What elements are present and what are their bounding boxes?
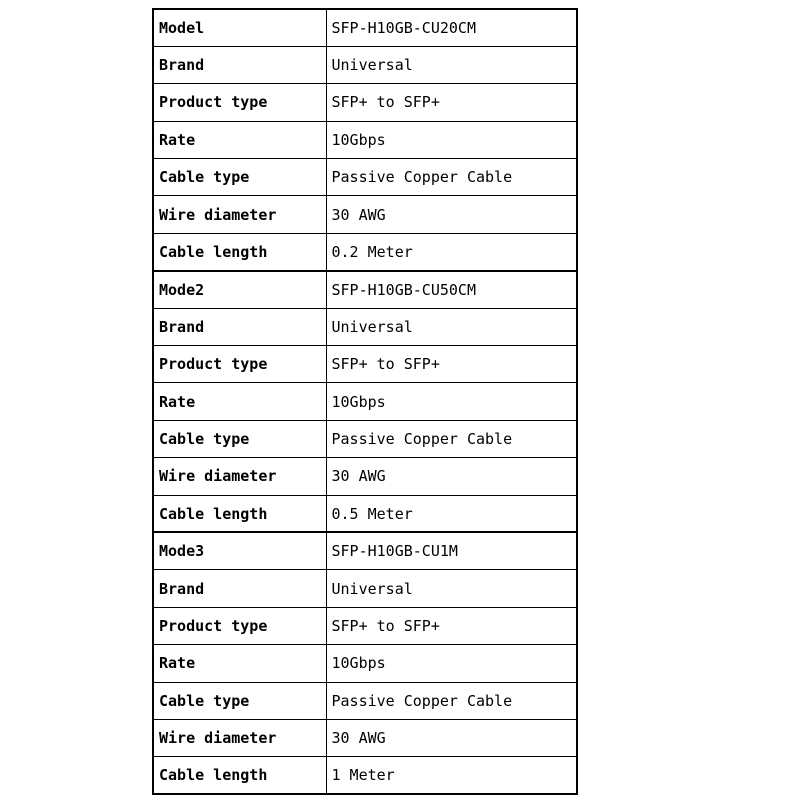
table-row (153, 233, 577, 270)
spec-label: Product type (153, 346, 326, 383)
spec-value: SFP-H10GB-CU50CM (326, 271, 577, 308)
spec-label: Rate (153, 645, 326, 682)
table-row (153, 159, 577, 196)
table-row (153, 682, 577, 719)
spec-value: 1 Meter (326, 757, 577, 794)
spec-label: Product type (153, 607, 326, 644)
table-row (153, 607, 577, 644)
spec-label: Rate (153, 121, 326, 158)
table-row (153, 346, 577, 383)
spec-label: Wire diameter (153, 719, 326, 756)
table-row (153, 757, 577, 794)
spec-value: 30 AWG (326, 196, 577, 233)
table-row (153, 532, 577, 569)
spec-value: SFP-H10GB-CU1M (326, 532, 577, 569)
spec-label: Cable length (153, 757, 326, 794)
spec-label: Mode3 (153, 532, 326, 569)
spec-label: Mode2 (153, 271, 326, 308)
spec-label: Brand (153, 308, 326, 345)
spec-label: Brand (153, 570, 326, 607)
spec-value: 30 AWG (326, 458, 577, 495)
spec-value: SFP+ to SFP+ (326, 607, 577, 644)
spec-value: 0.5 Meter (326, 495, 577, 532)
spec-value: SFP+ to SFP+ (326, 84, 577, 121)
spec-label: Rate (153, 383, 326, 420)
spec-label: Product type (153, 84, 326, 121)
table-row (153, 383, 577, 420)
spec-label: Brand (153, 46, 326, 83)
spec-value: Universal (326, 308, 577, 345)
spec-value: 10Gbps (326, 383, 577, 420)
spec-label: Cable type (153, 682, 326, 719)
spec-value: 0.2 Meter (326, 233, 577, 270)
spec-value: 10Gbps (326, 121, 577, 158)
spec-label: Cable length (153, 233, 326, 270)
table-row (153, 458, 577, 495)
spec-label: Cable type (153, 420, 326, 457)
table-row (153, 196, 577, 233)
table-row (153, 308, 577, 345)
table-row (153, 46, 577, 83)
spec-value: SFP+ to SFP+ (326, 346, 577, 383)
spec-value: Passive Copper Cable (326, 159, 577, 196)
spec-value: Universal (326, 570, 577, 607)
table-row (153, 9, 577, 46)
table-row (153, 420, 577, 457)
table-row (153, 719, 577, 756)
spec-value: Passive Copper Cable (326, 420, 577, 457)
table-row (153, 645, 577, 682)
spec-label: Cable length (153, 495, 326, 532)
spec-value: Universal (326, 46, 577, 83)
table-row (153, 84, 577, 121)
spec-value: 10Gbps (326, 645, 577, 682)
table-row (153, 271, 577, 308)
spec-table (152, 8, 578, 795)
spec-value: 30 AWG (326, 719, 577, 756)
spec-value: SFP-H10GB-CU20CM (326, 9, 577, 46)
table-row (153, 570, 577, 607)
spec-label: Wire diameter (153, 458, 326, 495)
table-row (153, 121, 577, 158)
table-row (153, 495, 577, 532)
spec-label: Cable type (153, 159, 326, 196)
spec-table-body (153, 9, 577, 794)
spec-value: Passive Copper Cable (326, 682, 577, 719)
spec-label: Model (153, 9, 326, 46)
spec-label: Wire diameter (153, 196, 326, 233)
